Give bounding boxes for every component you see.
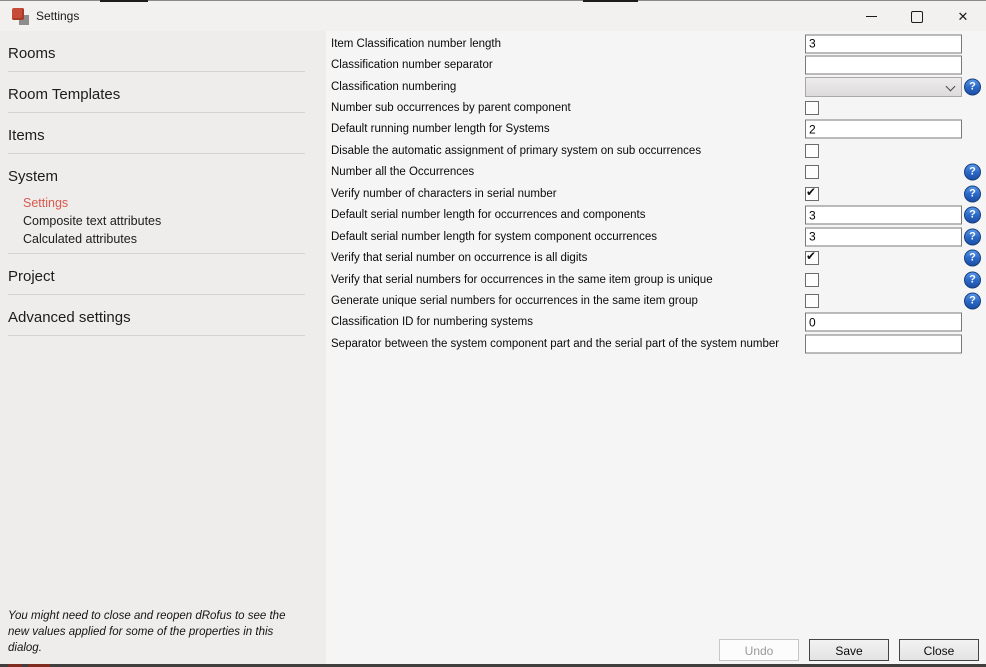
settings-form-panel: [326, 31, 986, 664]
setting-checkbox-verify-number-of-characters-in-serial-number[interactable]: [805, 184, 819, 201]
setting-label: Disable the automatic assignment of primary system on sub occurrences: [331, 144, 702, 157]
setting-checkbox-generate-unique-serial-numbers-for-occurrences-in-the-same-item-group[interactable]: [805, 294, 819, 308]
setting-checkbox-verify-that-serial-number-on-occurrence-is-all-digits[interactable]: [805, 251, 819, 265]
maximize-icon: [911, 11, 923, 23]
form-row: [326, 269, 986, 290]
form-row: [326, 226, 986, 247]
setting-control: [805, 56, 962, 75]
sidebar: [0, 31, 326, 664]
check-icon: ✔: [806, 184, 817, 199]
setting-checkbox-number-all-the-occurrences[interactable]: [805, 165, 819, 179]
window-title: Settings: [36, 9, 80, 23]
restart-note: You might need to close and reopen dRofus to see the new values applied for some of the properties in this dialog.: [8, 609, 286, 654]
close-icon: ✕: [957, 9, 969, 24]
setting-input-classification-number-separator[interactable]: [805, 56, 962, 75]
screen-edge-artifact: [100, 0, 148, 2]
setting-label: Verify that serial number on occurrence is all digits: [331, 252, 588, 265]
setting-checkbox-verify-that-serial-numbers-for-occurrences-in-the-same-item-group-is-unique[interactable]: [805, 273, 819, 287]
help-icon[interactable]: ?: [964, 185, 981, 202]
close-button[interactable]: [940, 1, 986, 32]
sidebar-section: [8, 113, 305, 154]
setting-control: [805, 120, 962, 139]
setting-label: Generate unique serial numbers for occurrences in the same item group: [331, 294, 698, 307]
setting-control: [805, 313, 962, 332]
form-row: [326, 162, 986, 183]
form-row: [326, 333, 986, 354]
titlebar[interactable]: [0, 0, 986, 31]
form-row: [326, 183, 986, 204]
setting-label: Verify number of characters in serial number: [331, 187, 557, 200]
minimize-icon: [866, 16, 877, 17]
sidebar-subitem-calculated-attributes[interactable]: Calculated attributes: [23, 232, 137, 246]
form-row: [326, 290, 986, 311]
sidebar-item-system[interactable]: System: [8, 168, 59, 185]
setting-control: [805, 227, 962, 246]
setting-input-item-classification-number-length[interactable]: [805, 34, 962, 53]
setting-label: Separator between the system component part and the serial part of the system number: [331, 337, 780, 350]
setting-label: Default running number length for Systems: [331, 123, 550, 136]
screen-edge-artifact: [583, 0, 638, 2]
form-row: [326, 76, 986, 97]
form-row: [326, 312, 986, 333]
undo-button[interactable]: Undo: [719, 639, 799, 661]
setting-select-classification-numbering[interactable]: [805, 77, 962, 97]
setting-control: [805, 184, 819, 201]
drofus-app-icon: [12, 8, 30, 26]
setting-control: [805, 165, 819, 179]
setting-control: [805, 251, 819, 265]
setting-input-default-running-number-length-for-systems[interactable]: [805, 120, 962, 139]
help-icon[interactable]: ?: [964, 250, 981, 267]
sidebar-section: [8, 154, 305, 254]
form-row: [326, 97, 986, 118]
sidebar-item-rooms[interactable]: Rooms: [8, 45, 56, 62]
form-row: [326, 205, 986, 226]
setting-label: Verify that serial numbers for occurrences in the same item group is unique: [331, 273, 713, 286]
sidebar-subitem-settings[interactable]: Settings: [23, 196, 69, 210]
maximize-button[interactable]: [894, 1, 940, 32]
setting-control: [805, 334, 962, 353]
sidebar-item-advanced-settings[interactable]: Advanced settings: [8, 309, 131, 326]
setting-checkbox-number-sub-occurrences-by-parent-component[interactable]: [805, 101, 819, 115]
sidebar-section: [8, 72, 305, 113]
help-icon[interactable]: ?: [964, 207, 981, 224]
sidebar-subitem-composite-text-attributes[interactable]: Composite text attributes: [23, 214, 162, 228]
setting-input-default-serial-number-length-for-system-component-occurrences[interactable]: [805, 227, 962, 246]
setting-label: Default serial number length for system component occurrences: [331, 230, 657, 243]
setting-label: Item Classification number length: [331, 37, 502, 50]
setting-control: [805, 273, 819, 287]
sidebar-section: [8, 31, 305, 72]
setting-control: [805, 294, 819, 308]
setting-control: [805, 77, 962, 97]
form-row: [326, 54, 986, 75]
chevron-down-icon: [946, 81, 956, 91]
form-row: [326, 119, 986, 140]
setting-control: [805, 101, 819, 115]
setting-label: Number sub occurrences by parent component: [331, 102, 571, 115]
sidebar-item-room-templates[interactable]: Room Templates: [8, 86, 121, 103]
setting-control: [805, 34, 962, 53]
form-row: [326, 33, 986, 54]
setting-label: Default serial number length for occurrences and components: [331, 209, 646, 222]
help-icon[interactable]: ?: [964, 78, 981, 95]
drofus-icon-red-square: [12, 8, 24, 20]
sidebar-section: [8, 254, 305, 295]
setting-input-classification-id-for-numbering-systems[interactable]: [805, 313, 962, 332]
setting-input-separator-between-the-system-component-part-and-the-serial-part-of-the-system-number[interactable]: [805, 334, 962, 353]
help-icon[interactable]: ?: [964, 292, 981, 309]
sidebar-section: [8, 295, 305, 336]
help-icon[interactable]: ?: [964, 271, 981, 288]
sidebar-item-items[interactable]: Items: [8, 127, 45, 144]
close-dialog-button[interactable]: Close: [899, 639, 979, 661]
form-row: [326, 140, 986, 161]
minimize-button[interactable]: [848, 1, 894, 32]
dialog-buttons: [719, 639, 979, 661]
save-button[interactable]: Save: [809, 639, 889, 661]
check-icon: ✔: [806, 249, 817, 264]
setting-label: Classification ID for numbering systems: [331, 316, 533, 329]
setting-label: Classification number separator: [331, 59, 493, 72]
window-controls: [848, 1, 986, 32]
setting-control: [805, 144, 819, 158]
setting-label: Number all the Occurrences: [331, 166, 475, 179]
setting-label: Classification numbering: [331, 80, 457, 93]
setting-input-default-serial-number-length-for-occurrences-and-components[interactable]: [805, 206, 962, 225]
sidebar-item-project[interactable]: Project: [8, 268, 55, 285]
form-row: [326, 247, 986, 268]
help-icon[interactable]: ?: [964, 228, 981, 245]
setting-checkbox-disable-the-automatic-assignment-of-primary-system-on-sub-occurrences[interactable]: [805, 144, 819, 158]
setting-control: [805, 206, 962, 225]
help-icon[interactable]: ?: [964, 164, 981, 181]
